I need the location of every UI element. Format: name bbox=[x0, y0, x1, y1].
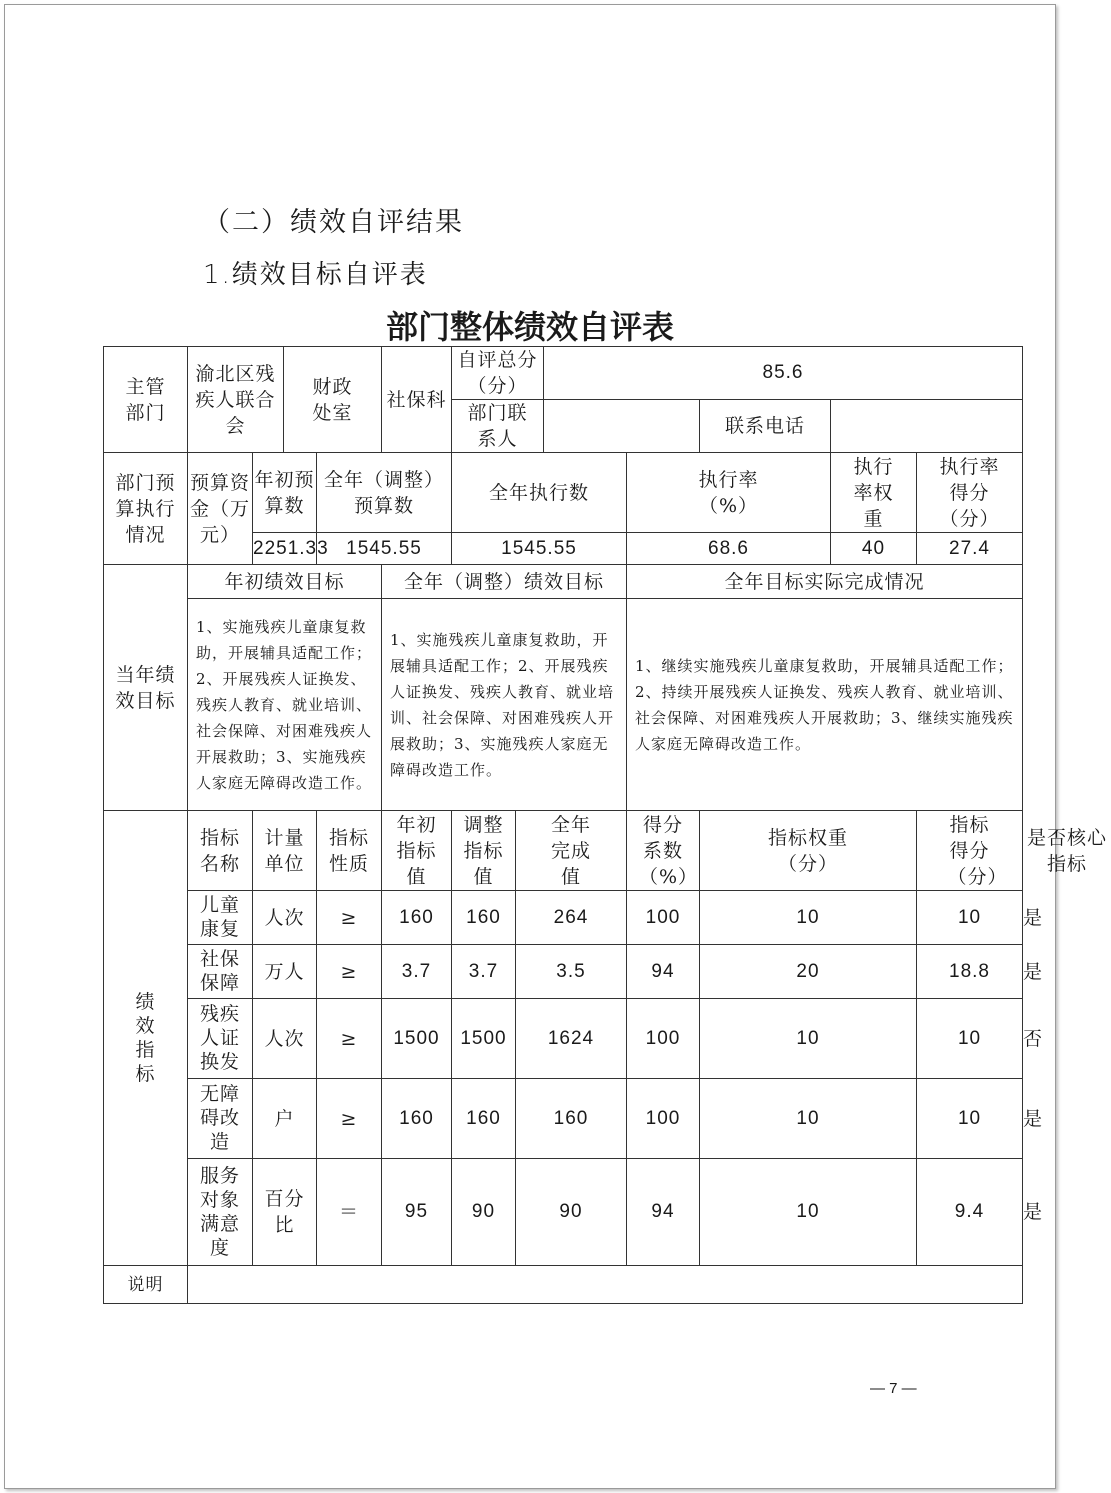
ind-unit: 人次 bbox=[253, 891, 317, 945]
ind-adjusted: 160 bbox=[452, 891, 516, 945]
note-label: 说明 bbox=[104, 1266, 188, 1304]
budget-value-executed: 1545.55 bbox=[452, 533, 627, 565]
table-row bbox=[104, 999, 1023, 1079]
ind-weight: 10 bbox=[700, 1079, 917, 1159]
ind-name-text: 社保保障 bbox=[199, 948, 240, 994]
ind-header-nature-text: 指标性质 bbox=[328, 826, 369, 875]
ind-header-completed bbox=[516, 811, 627, 891]
ind-name-text: 服务对象满意度 bbox=[199, 1164, 240, 1259]
budget-header-weight-text: 执行率权重 bbox=[853, 455, 894, 530]
dept-value bbox=[188, 347, 284, 453]
goals-initial-text: 1、实施残疾儿童康复救助，开展辅具适配工作；2、开展残疾人证换发、残疾人教育、就业培训、社会保障、对困难残疾人开展救助；3、实施残疾人家庭无障碍改造工作。 bbox=[188, 599, 382, 811]
ind-name-text: 儿童康复 bbox=[199, 894, 240, 940]
ind-nature: ≥ bbox=[317, 1079, 382, 1159]
table-row bbox=[104, 1159, 1023, 1266]
ind-unit: 万人 bbox=[253, 945, 317, 999]
dept-value-text: 渝北区残疾人联合会 bbox=[195, 362, 276, 437]
contact-value bbox=[544, 400, 700, 453]
ind-header-weight-text: 指标权重（分） bbox=[767, 826, 848, 875]
phone-value bbox=[831, 400, 1023, 453]
score-label bbox=[452, 347, 544, 400]
dept-label bbox=[104, 347, 188, 453]
ind-unit: 人次 bbox=[253, 999, 317, 1079]
contact-label-text: 部门联系人 bbox=[467, 402, 528, 450]
table-row bbox=[104, 1079, 1023, 1159]
ind-header-name bbox=[188, 811, 253, 891]
ind-adjusted: 1500 bbox=[452, 999, 516, 1079]
ind-header-core-text: 是否核心指标 bbox=[1027, 826, 1108, 875]
ind-completed: 90 bbox=[516, 1159, 627, 1266]
ind-header-coef-text: 得分系数（%） bbox=[639, 813, 699, 888]
ind-nature: ≥ bbox=[317, 999, 382, 1079]
ind-score: 18.8 bbox=[917, 945, 1023, 999]
budget-label-text: 部门预算执行情况 bbox=[115, 471, 176, 546]
ind-unit-text: 百分比 bbox=[264, 1188, 305, 1236]
ind-header-initial-text: 年初指标值 bbox=[396, 813, 437, 888]
score-value: 85.6 bbox=[544, 347, 1023, 400]
ind-header-score bbox=[917, 811, 1023, 891]
budget-label bbox=[104, 453, 188, 565]
note-value bbox=[188, 1266, 1023, 1304]
ind-score: 9.4 bbox=[917, 1159, 1023, 1266]
budget-value-adjusted: 1545.55 bbox=[317, 533, 452, 565]
ind-coef: 94 bbox=[627, 1159, 700, 1266]
ind-header-nature bbox=[317, 811, 382, 891]
fund-label bbox=[188, 453, 253, 565]
ind-adjusted: 90 bbox=[452, 1159, 516, 1266]
ind-nature: ≥ bbox=[317, 891, 382, 945]
ind-completed: 160 bbox=[516, 1079, 627, 1159]
indicators-label-text: 绩效指标 bbox=[135, 990, 156, 1085]
ind-name bbox=[188, 945, 253, 999]
ind-header-adjusted-text: 调整指标值 bbox=[463, 813, 504, 888]
ind-header-weight bbox=[700, 811, 917, 891]
section-heading: （二）绩效自评结果 bbox=[203, 207, 464, 238]
office-label bbox=[284, 347, 382, 453]
office-value: 社保科 bbox=[382, 347, 452, 453]
ind-score: 10 bbox=[917, 1079, 1023, 1159]
ind-nature: ＝ bbox=[317, 1159, 382, 1266]
ind-nature: ≥ bbox=[317, 945, 382, 999]
budget-header-adjusted-text: 全年（调整）预算数 bbox=[323, 468, 444, 517]
ind-name bbox=[188, 891, 253, 945]
table-row bbox=[104, 945, 1023, 999]
ind-completed: 3.5 bbox=[516, 945, 627, 999]
budget-header-initial-text: 年初预算数 bbox=[254, 468, 315, 517]
performance-table bbox=[103, 346, 1108, 1304]
page-number: — 7 — bbox=[870, 1380, 917, 1397]
ind-header-adjusted bbox=[452, 811, 516, 891]
table-row bbox=[104, 891, 1023, 945]
goals-label bbox=[104, 565, 188, 811]
ind-initial: 160 bbox=[382, 1079, 452, 1159]
ind-name-text: 残疾人证换发 bbox=[199, 1003, 240, 1073]
ind-initial: 160 bbox=[382, 891, 452, 945]
ind-header-initial bbox=[382, 811, 452, 891]
ind-score: 10 bbox=[917, 891, 1023, 945]
goals-header-actual: 全年目标实际完成情况 bbox=[627, 565, 1023, 599]
ind-score: 10 bbox=[917, 999, 1023, 1079]
budget-header-score-text: 执行率得分（分） bbox=[939, 455, 1000, 530]
goals-adjusted-text: 1、实施残疾儿童康复救助，开展辅具适配工作；2、开展残疾人证换发、残疾人教育、就业培训、社会保障、对困难残疾人开展救助；3、实施残疾人家庭无障碍改造工作。 bbox=[382, 599, 627, 811]
fund-label-text: 预算资金（万元） bbox=[189, 471, 250, 546]
ind-completed: 264 bbox=[516, 891, 627, 945]
ind-coef: 100 bbox=[627, 999, 700, 1079]
ind-name bbox=[188, 999, 253, 1079]
ind-adjusted: 160 bbox=[452, 1079, 516, 1159]
ind-adjusted: 3.7 bbox=[452, 945, 516, 999]
budget-header-score bbox=[917, 453, 1023, 533]
ind-header-coef bbox=[627, 811, 700, 891]
phone-label: 联系电话 bbox=[700, 400, 831, 453]
budget-value-rate: 68.6 bbox=[627, 533, 831, 565]
ind-header-name-text: 指标名称 bbox=[199, 826, 240, 875]
goals-header-adjusted: 全年（调整）绩效目标 bbox=[382, 565, 627, 599]
office-label-text: 财政处室 bbox=[312, 375, 353, 424]
budget-header-executed bbox=[452, 453, 627, 533]
ind-initial: 3.7 bbox=[382, 945, 452, 999]
goals-actual-text: 1、继续实施残疾儿童康复救助，开展辅具适配工作；2、持续开展残疾人证换发、残疾人教育、就业培训、社会保障、对困难残疾人开展救助；3、继续实施残疾人家庭无障碍改造工作。 bbox=[627, 599, 1023, 811]
ind-header-score-text: 指标得分（分） bbox=[947, 813, 1008, 888]
dept-label-text: 主管部门 bbox=[125, 375, 166, 424]
budget-value-weight: 40 bbox=[831, 533, 917, 565]
goals-header-initial: 年初绩效目标 bbox=[188, 565, 382, 599]
ind-weight: 10 bbox=[700, 891, 917, 945]
ind-header-unit-text: 计量单位 bbox=[264, 826, 305, 875]
budget-header-rate bbox=[627, 453, 831, 533]
budget-header-weight bbox=[831, 453, 917, 533]
ind-weight: 20 bbox=[700, 945, 917, 999]
budget-header-adjusted bbox=[317, 453, 452, 533]
contact-label bbox=[452, 400, 544, 453]
budget-header-initial bbox=[253, 453, 317, 533]
budget-header-executed-text: 全年执行数 bbox=[489, 481, 590, 504]
ind-initial: 95 bbox=[382, 1159, 452, 1266]
ind-name-text: 无障碍改造 bbox=[199, 1083, 240, 1153]
ind-weight: 10 bbox=[700, 1159, 917, 1266]
ind-initial: 1500 bbox=[382, 999, 452, 1079]
budget-value-score: 27.4 bbox=[917, 533, 1023, 565]
table-title: 部门整体绩效自评表 bbox=[385, 308, 674, 346]
budget-header-rate-text: 执行率（%） bbox=[698, 468, 759, 517]
ind-completed: 1624 bbox=[516, 999, 627, 1079]
score-label-text: 自评总分（分） bbox=[457, 349, 538, 397]
ind-name bbox=[188, 1079, 253, 1159]
ind-name bbox=[188, 1159, 253, 1266]
ind-header-completed-text: 全年完成值 bbox=[550, 813, 591, 888]
indicators-label bbox=[104, 811, 188, 1266]
ind-coef: 100 bbox=[627, 1079, 700, 1159]
ind-unit bbox=[253, 1159, 317, 1266]
goals-label-text: 当年绩效目标 bbox=[115, 663, 176, 712]
ind-coef: 94 bbox=[627, 945, 700, 999]
ind-unit: 户 bbox=[253, 1079, 317, 1159]
ind-header-unit bbox=[253, 811, 317, 891]
ind-coef: 100 bbox=[627, 891, 700, 945]
budget-value-initial: 2251.33 bbox=[253, 533, 317, 565]
ind-weight: 10 bbox=[700, 999, 917, 1079]
subsection-heading: 1.绩效目标自评表 bbox=[203, 260, 428, 290]
